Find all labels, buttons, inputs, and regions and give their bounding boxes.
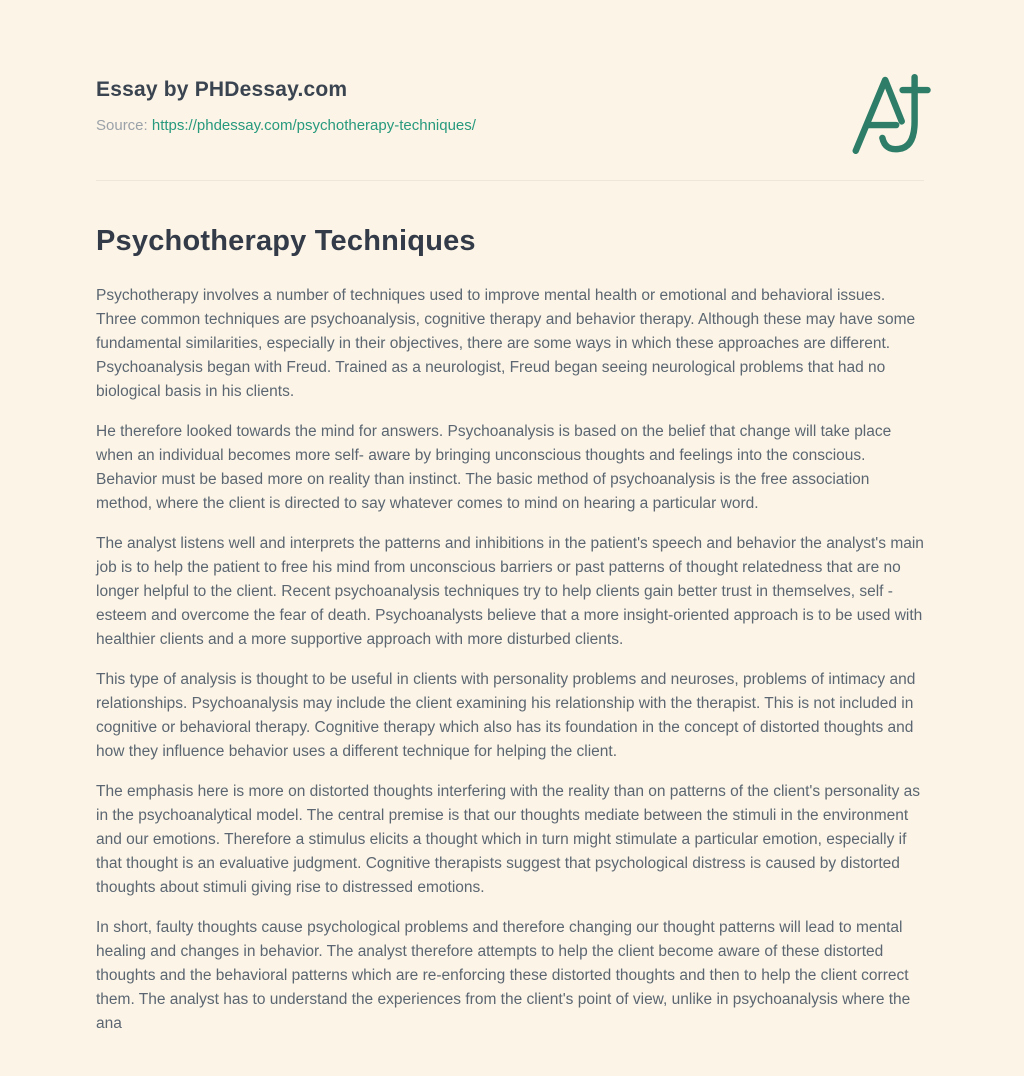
paragraph: In short, faulty thoughts cause psychological problems and therefore changing our thought patterns will lead to mental healing and changes in behavior. The analyst therefore attempts to help the client become aware of these distorted thoughts and the behavioral patterns which are re-enforcing these distorted thoughts and then to help the client correct them. The analyst has to understand the experiences from the client's point of view, unlike in psychoanalysis where the ana	[96, 919, 911, 1032]
paragraph: This type of analysis is thought to be useful in clients with personality problems and neuroses, problems of intimacy and relationships. Psychoanalysis may include the client examining his relationship with the therapist. This is not included in cognitive or behavioral therapy. Cognitive therapy which also has its foundation in the concept of distorted thoughts and how they influence behavior uses a different technique for helping the client.	[96, 671, 916, 760]
paragraph: Psychotherapy involves a number of techniques used to improve mental health or emotional and behavioral issues. Three common techniques are psychoanalysis, cognitive therapy and behavior therapy. Although these may have some fundamental similarities, especially in their objectives, there are some ways in which these approaches are different. Psychoanalysis began with Freud. Trained as a neurologist, Freud began seeing neurological problems that had no biological basis in his clients.	[96, 287, 916, 400]
source-link[interactable]: https://phdessay.com/psychotherapy-techniques/	[151, 117, 476, 134]
source-label: Source:	[96, 117, 148, 134]
page-title: Psychotherapy Techniques	[96, 225, 476, 257]
phdessay-logo-icon	[840, 68, 934, 160]
byline: Essay by PHDessay.com	[96, 78, 348, 101]
paragraph: The emphasis here is more on distorted thoughts interfering with the reality than on patterns of the client's personality as in the psychoanalytical model. The central premise is that our thoughts mediate between the stimuli in the environment and our emotions. Therefore a stimulus elicits a thought which in turn might stimulate a particular emotion, especially if that thought is an evaluative judgment. Cognitive therapists suggest that psychological distress is caused by distorted thoughts about stimuli giving rise to distressed emotions.	[96, 783, 921, 896]
paragraph: The analyst listens well and interprets the patterns and inhibitions in the patient's speech and behavior the analyst's main job is to help the patient to free his mind from unconscious barriers or past patterns of thought relatedness that are no longer helpful to the client. Recent psychoanalysis techniques try to help clients gain better trust in themselves, self -esteem and overcome the fear of death. Psychoanalysts believe that a more insight-oriented approach is to be used with healthier clients and a more supportive approach with more disturbed clients.	[96, 535, 924, 648]
header-divider	[96, 180, 924, 181]
source-line	[96, 117, 924, 134]
paragraph: He therefore looked towards the mind for answers. Psychoanalysis is based on the belief that change will take place when an individual becomes more self- aware by bringing unconscious thoughts and feelings into the conscious. Behavior must be based more on reality than instinct. The basic method of psychoanalysis is the free association method, where the client is directed to say whatever comes to mind on hearing a particular word.	[96, 423, 892, 512]
article-body	[96, 284, 924, 1036]
